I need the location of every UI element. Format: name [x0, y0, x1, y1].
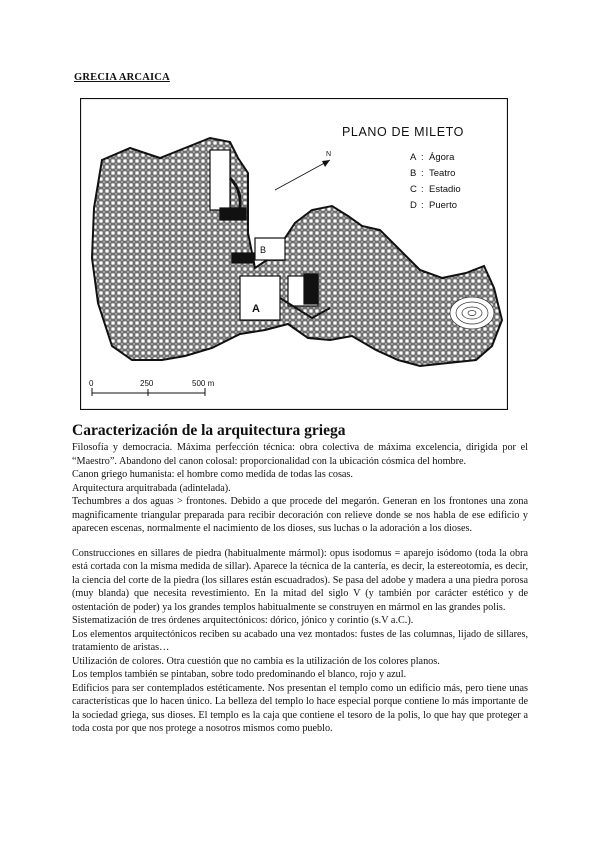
svg-text::: : [421, 184, 424, 195]
paragraph: Canon griego humanista: el hombre como medida de todas las cosas. [72, 469, 353, 480]
svg-text:N: N [326, 151, 332, 158]
agora-block [240, 276, 280, 320]
svg-text::: : [421, 168, 424, 179]
map-title: PLANO DE MILETO [342, 125, 464, 139]
svg-text:250: 250 [140, 379, 154, 388]
legend-key: D [410, 200, 417, 211]
paragraph: Filosofía y democracia. Máxima perfección técnica: obra colectiva de máxima excelencia, dirigida por el “Maestro”. Abandono del canon colosal: proporcionalidad con la ubicación cósmica del hombre. [72, 442, 528, 467]
legend-label: Teatro [429, 168, 456, 179]
paragraph-gap [72, 536, 528, 547]
paragraph: Sistematización de tres órdenes arquitectónicos: dórico, jónico y corintio (s.V a.C.). [72, 615, 414, 626]
legend-key: C [410, 184, 417, 195]
paragraph: Utilización de colores. Otra cuestión que no cambia es la utilización de los colores planos. [72, 655, 440, 667]
miletus-map-figure [80, 98, 508, 410]
article-body [72, 441, 528, 736]
label-b: B [260, 245, 267, 255]
paragraph: Construcciones en sillares de piedra (habitualmente mármol): opus isodomus = aparejo isódomo (toda la obra está cortada con la misma medida de sillar). Aparece la técnica de la cantería, es decir, la estereotomía, es decir, la ciencia del corte de la piedra (los sillares están escuadrados). Se pasa del adobe y madera a una piedra porosa (muy blanda) que necesita revestimiento. En la mitad del siglo V (y también por carácter estético y de ostentación de poder) ya los grandes templos habitualmente se construyen en mármol en las grandes polis. [72, 547, 528, 613]
legend-label: Puerto [429, 200, 457, 211]
svg-text::: : [421, 152, 424, 163]
svg-text::: : [421, 200, 424, 211]
legend-label: Estadio [429, 184, 461, 195]
paragraph: Edificios para ser contemplados estéticamente. Nos presentan el templo como un edificio más, pero tiene unas características que lo hacen único. La belleza del templo lo hace especial porque contiene lo más importante de la sociedad griega, sus dioses. El templo es la caja que contiene el tesoro de la polis, lo que hay que proteger a toda costa por que nos protege a nosotros mismos como pueblo. [72, 682, 528, 734]
svg-text:0: 0 [89, 379, 94, 388]
article-title: Caracterización de la arquitectura griega [72, 422, 346, 439]
svg-text:500 m: 500 m [192, 379, 215, 388]
paragraph: Arquitectura arquitrabada (adintelada). [72, 482, 231, 494]
paragraph: Los templos también se pintaban, sobre todo predominando el blanco, rojo y azul. [72, 669, 407, 680]
legend-key: B [410, 168, 417, 179]
paragraph: Techumbres a dos aguas > frontones. Debido a que procede del megarón. Generan en los frontones una zona magnificamente triangular preparada para recibir decoración con relieve donde se nos habla de ese edificio y aparecen escenas, normalmente el nacimiento de los dioses, sus luchas o la adoración a los dioses. [72, 496, 528, 534]
miletus-map [80, 98, 508, 410]
section-heading: GRECIA ARCAICA [74, 72, 170, 83]
label-a: A [252, 303, 260, 315]
paragraph: Los elementos arquitectónicos reciben su acabado una vez montados: fustes de las columnas, lijado de sillares, tratamiento de aristas… [72, 628, 528, 653]
legend-label: Ágora [429, 152, 455, 163]
legend-key: A [410, 152, 417, 163]
